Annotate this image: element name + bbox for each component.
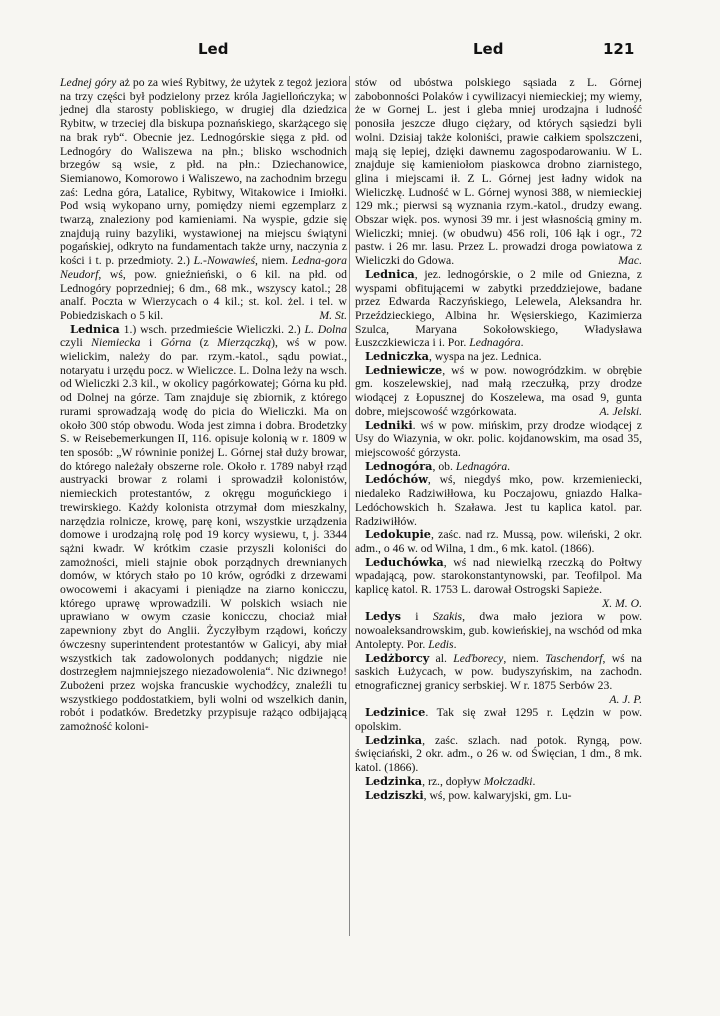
italic-text: Lednej góry xyxy=(60,76,117,89)
italic-text: Szakis xyxy=(432,610,463,624)
entry-text: ), wś w pow. wielickim, należy do par. rzym.-katol., sądu powiat., notaryatu i urzędu pocz. w Wieliczce. L. Dolna leży na wsch. od Wieliczki 2.3 kil., w okolicy pagórkowatej; Górna ku płd. od Dolnej na górze. Tam znajduje się zbiornik, z którego rurami sprowadzają wodę do picia do Wieliczki. Ma on około 300 stóp obwodu. Woda jest zimna i dobra. Brodetzky S. w Reisebemerkungen II, 116. opisuje kolonią w r. 1809 w ten sposób: „W równinie poniżej L. Górnej stał duży browar, do którego należały obszerne role. Około r. 1789 nabył rząd austryacki browar z rolami i sprowadził kolonistów, niemieckich protestantów, z okręgu moguńckiego i trewirskiego. Każdy kolonista otrzymał dom mieszkalny, narzędzia rolnicze, krowę, parę koni, wszystkie urządzenia domowe i urodzajną rolę pod 19 korcy wysiewu, t, j. 3344 sążni kwadr. W krótkim czasie przyszli koloniści do zamożności, mieli stajnie obok porządnych drewnianych domów, w których stało po 10 krów, ogródki z drzewami owocowemi i akacyami i pieniądze na ziarno konicczu, którego uprawę wprowadzili. W polskich wsiach nie uprawiano w owym czasie konicczu, chociaż miał zapewniony zbyt do Anglii. Życzyłbym rządowi, kończy ówczesny superintendent protestantów w Galicyi, aby miał wszystkich tak zadowolonych poddanych; nigdzie nie dostrzegłem najmniejszego niezadowolenia“. Nic dziwnego! Zubożeni przez wojska francuskie wychodźcy, znaleźli tu wszystkiego poddostatkiem, byli wolni od wszelkich danin, robót i podatków. Bredetzky przypisuje rażąco odbijającą zamożność koloni- xyxy=(60,336,347,734)
author-signature: X. M. O. xyxy=(602,596,642,610)
entry-text: , niem. xyxy=(255,254,292,268)
entry-headword: Ledniewicze xyxy=(365,362,443,377)
entry-headword: Lednogóra xyxy=(365,458,433,473)
dictionary-entry xyxy=(355,610,642,651)
italic-text: L. Dolna xyxy=(304,322,347,336)
entry-text: , ob. xyxy=(432,459,456,473)
page-header xyxy=(60,40,640,64)
entry-headword: Ledżborcy xyxy=(365,650,430,665)
entry-text: aż po za wieś Rybitwy, że użytek z tegoż jeziora na trzy części był podzielony przez króla Jagiellończyka; w jednej dla starosty pobliskiego, w drugiej dla dziedzica Rybitw, w trzeciej dla biskupa poznańskiego, skarżącego się na brak ryb“. Obecnie jez. Lednogórskie sięga z płd. od Lednogóry do Waliszewa na płn.; blisko wschodnich brzegów są wsie, z płd. na płn.: Dziechanowice, Siemianowo, Komorowo i Waliszewo, na zachodnim brzegu zaś: Ledna góra, Latalice, Rybitwy, Witakowice i Imiołki. Pod wsią wykopano urny, pomiędzy niemi egzemplarz z twarzą, znaleziony pod kamieniami. Na wyspie, gdzie się znajdują ruiny bazyliki, wystawionej na miejscu świątyni pogańskiej, odkryto na fundamentach także urny, naczynia z kości i t. p. przedmioty. 2.) xyxy=(60,76,347,268)
entry-headword: Ledniki xyxy=(365,417,413,432)
entry-headword: Ledziszki xyxy=(365,787,424,802)
entry-headword: Leduchówka xyxy=(365,554,444,569)
entry-text: , rz., dopływ xyxy=(422,774,484,788)
italic-text: Lednagóra xyxy=(455,459,508,473)
dictionary-entry xyxy=(355,364,642,419)
entry-text: , wś na saskich Łużycach, w pow. budyszyńskim, na zachodn. etnograficznej granicy serbskiej. W r. 1875 Serbów 23. xyxy=(355,651,642,692)
entry-headword: Ledzinka xyxy=(365,773,423,788)
dictionary-entry xyxy=(355,528,642,555)
dictionary-entry xyxy=(355,460,642,474)
dictionary-entry xyxy=(355,775,642,789)
entry-text: . xyxy=(532,774,536,788)
entry-headword: Ledzinice xyxy=(365,705,426,720)
italic-text: Niemiecka xyxy=(91,336,141,350)
italic-text: Mołczadki xyxy=(483,774,533,788)
entry-headword: Ledóchów xyxy=(365,472,428,487)
entry-headword: Ledys xyxy=(365,609,401,624)
dictionary-entry xyxy=(355,652,642,707)
entry-text: , wś, pow. kalwaryjski, gm. Lu- xyxy=(423,788,572,802)
entry-text: , zaśc. nad rz. Mussą, pow. wileński, 2 okr. adm., o 46 w. od Wilna, 1 dm., 6 mk. katol. (1866). xyxy=(355,528,642,555)
dictionary-entry xyxy=(355,706,642,733)
column-divider xyxy=(349,76,350,936)
dictionary-entry xyxy=(355,350,642,364)
entry-headword: Ledokupie xyxy=(365,527,431,542)
entry-text: . xyxy=(453,637,457,651)
italic-text: Mierzączką xyxy=(217,336,272,350)
dictionary-entry xyxy=(355,419,642,460)
italic-text: Ledis xyxy=(428,637,454,651)
italic-text: Górna xyxy=(160,336,192,350)
author-signature: Mac. xyxy=(618,254,642,268)
entry-text: , zaśc. szlach. nad potok. Ryngą, pow. święciański, 2 okr. adm., o 26 w. od Święcian, 1 dm., 8 mk. katol. (1866). xyxy=(355,733,642,775)
italic-text: L.-Nowawieś xyxy=(193,254,255,268)
dictionary-entry xyxy=(60,323,347,734)
entry-text: , wś nad niewielką rzeczką do Połtwy wpadającą, pow. starokonstantynowski, par. Teofilpol. Ma kaplicę katol. R. 1753 L. darował Ostrogski Sapieże. xyxy=(355,555,642,597)
left-column xyxy=(60,76,347,734)
dictionary-entry xyxy=(60,76,347,323)
running-head-right: Led xyxy=(473,40,504,58)
author-signature: A. Jelski. xyxy=(599,404,642,418)
dictionary-entry xyxy=(355,556,642,611)
entry-text: . wś w pow. mińskim, przy drodze wiodącej z Usy do Wiazynia, w okr. polic. kojdanowskim, ma osad 35, miejscowość górzysta. xyxy=(355,418,642,459)
running-head-left: Led xyxy=(198,40,229,58)
entry-text: , wś, niegdyś mko, pow. krzemieniecki, niedaleko Radziwiłłowa, ku Poczajowu, gniazdo Halka-Ledóchowskich h. Szaława. Jest tu kaplica katol. par. Radziwiłłów. xyxy=(355,473,642,528)
entry-headword: Lednica xyxy=(70,321,120,336)
entry-text: 1.) wsch. przedmieście Wieliczki. 2.) xyxy=(119,322,305,336)
entry-text: i xyxy=(400,610,433,624)
italic-text: Lednagóra xyxy=(469,336,521,350)
entry-text: czyli xyxy=(60,336,92,350)
italic-text: Taschendorf xyxy=(545,651,603,665)
italic-text: Leďborecy xyxy=(453,651,504,665)
entry-text: , jez. lednogórskie, o 2 mile od Gniezna, z wyspami obfitującemi w zabytki przeddziejowe, badane przez Edwarda Raczyńskiego, Lelewela, Aleksandra hr. Przeździeckiego, Albina hr. Węsierskiego, Kazimierza Szulca, Maryana Sokołowskiego, Władysława Łuszczkiewicza i i. Por. xyxy=(355,267,642,350)
entry-headword: Ledzinka xyxy=(365,732,423,747)
entry-headword: Ledniczka xyxy=(365,349,429,364)
author-signature: A. J. P. xyxy=(609,692,642,706)
entry-text: , wyspa na jez. Lednica. xyxy=(428,350,542,364)
entry-text: , wś, pow. gnieźnieński, o 6 kil. na płd. od Lednogóry poprzedniej; 6 dm., 68 mk., wszyscy katol.; 28 analf. Poczta w Wierzycach o 4 kil.; st. kol. żel. i tel. w Pobiedziskach o 5 kil. xyxy=(60,267,347,322)
author-signature: M. St. xyxy=(319,308,347,322)
dictionary-entry xyxy=(355,268,642,350)
entry-text: stów od ubóstwa polskiego sąsiada z L. Górnej zabobonności Polaków i cywilizacyi niemieckiej; my wiemy, że w Gornej L. jest i gleba mniej urodzajna i ludność ponosiła jeszcze długo ciężary, od których sąsiedzi byli wolni. Dzisiaj także koloniści, prawie całkiem spolszczeni, mają się lepiej, dzięki dawnemu zagospodarowaniu. W L. znajduje się kamieniołom piaskowca drobno ziarnistego, glina i miejscami ił. Z L. Górnej jest ładny widok na Wieliczkę. Ludność w L. Górnej wynosi 388, w niemieckiej 129 mk.; pierwsi są wyznania rzym.-katol., drudzy ewang. Obszar więk. pos. wynosi 39 mr. i jest własnością gminy m. Wieliczki; mniej. (w obudwu) 456 roli, 106 łąk i ogr., 72 pastw. i 26 mr. lasu. Przez L. prowadzi droga powiatowa z Wieliczki do Gdowa. xyxy=(355,76,642,268)
entry-text: al. xyxy=(429,651,454,665)
entry-text: , niem. xyxy=(503,651,546,665)
entry-text: , dwa mało jeziora w pow. nowoaleksandrowskim, gub. kowieńskiej, na wschód od mka Antolepty. Por. xyxy=(355,610,642,651)
dictionary-entry xyxy=(355,789,642,803)
entry-text: . Tak się zwał 1295 r. Lędzin w pow. opolskim. xyxy=(355,706,642,734)
dictionary-entry xyxy=(355,473,642,528)
page-number: 121 xyxy=(603,40,635,58)
entry-text: (z xyxy=(191,336,218,350)
italic-text: Ledna-gora Neudorf xyxy=(60,254,347,281)
entry-text: . xyxy=(520,336,524,350)
right-column xyxy=(355,76,642,802)
dictionary-entry xyxy=(355,76,642,268)
entry-headword: Lednica xyxy=(365,266,415,281)
entry-text: . xyxy=(507,459,511,473)
entry-text: i xyxy=(140,336,161,350)
dictionary-entry xyxy=(355,734,642,775)
entry-text: , wś w pow. nowogródzkim. w obrębie gm. koszelewskiej, nad małą rzeczułką, przy drodze wiodącej z Łopusznej do Koszelewa, ma osad 9, gunta dobre, miejscowość wzgórkowata. xyxy=(355,363,642,418)
